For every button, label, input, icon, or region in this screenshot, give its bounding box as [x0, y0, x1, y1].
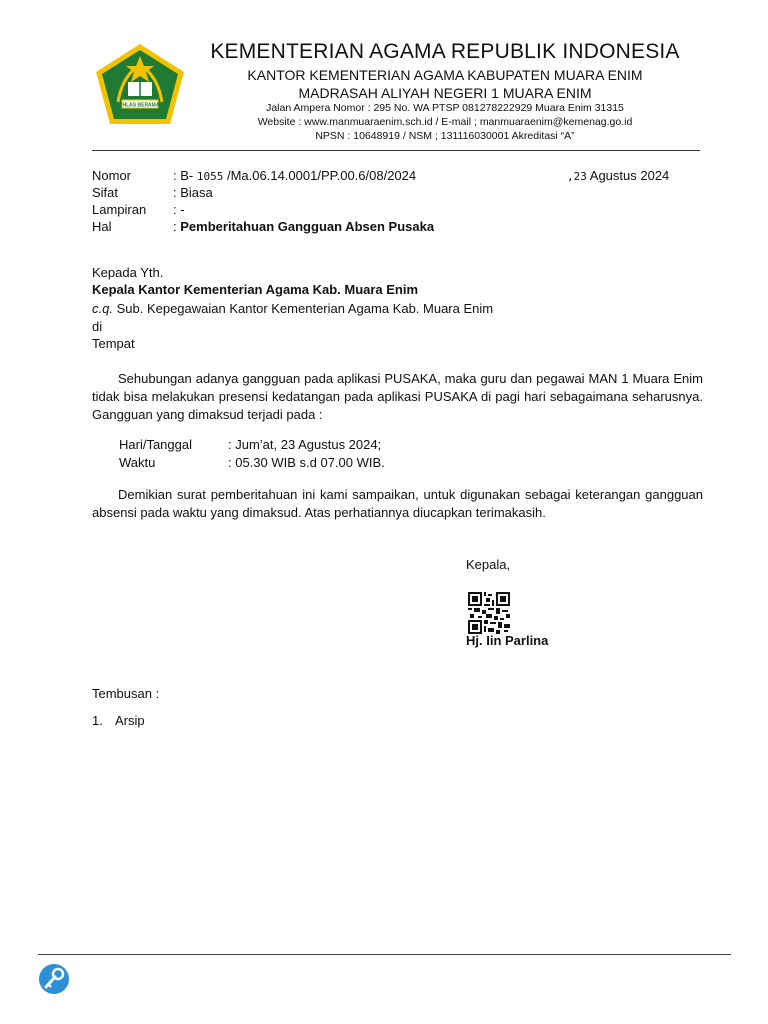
footer-divider [38, 954, 731, 955]
cq-text: Sub. Kepegawaian Kantor Kementerian Agama Kab. Muara Enim [116, 301, 494, 316]
nomor-suffix: /Ma.06.14.0001/PP.00.6/08/2024 [226, 168, 417, 183]
cq-prefix: c.q. [92, 301, 113, 316]
hari-value: : Jum’at, 23 Agustus 2024; [228, 437, 382, 452]
letterhead-website: Website : www.manmuaraenim.sch.id / E-mail ; manmuaraenim@kemenag.go.id [257, 116, 633, 128]
letterhead-ministry: KEMENTERIAN AGAMA REPUBLIK INDONESIA [210, 40, 680, 63]
tembusan-item-number: 1. [92, 713, 103, 728]
tembusan-label: Tembusan : [92, 686, 160, 701]
tembusan-item: Arsip [115, 713, 145, 728]
qr-code-icon [468, 592, 510, 634]
letterhead-npsn: NPSN : 10648919 / NSM ; 131116030001 Akreditasi “A” [315, 130, 575, 142]
date-month-year: Agustus 2024 [589, 168, 670, 183]
letter-date [567, 167, 669, 185]
body-paragraph-2: Demikian surat pemberitahuan ini kami sampaikan, untuk digunakan sebagai keterangan gangguan absensi pada waktu yang dimaksud. Atas perhatiannya diucapkan terimakasih. [92, 487, 703, 520]
letterhead-school: MADRASAH ALIYAH NEGERI 1 MUARA ENIM [298, 85, 592, 101]
sifat-label: Sifat [92, 185, 119, 200]
letterhead-address: Jalan Ampera Nomor : 295 No. WA PTSP 081278222929 Muara Enim 31315 [266, 102, 624, 114]
signature-title: Kepala, [466, 557, 511, 572]
nomor-value [173, 167, 416, 185]
hal-label: Hal [92, 219, 112, 234]
footer-badge-icon [38, 963, 70, 995]
body-paragraph-1: Sehubungan adanya gangguan pada aplikasi PUSAKA, maka guru dan pegawai MAN 1 Muara Enim tidak bisa melakukan presensi kedatangan pada aplikasi PUSAKA di pagi hari sebagaimana seharusnya. Gangguan yang dimaksud terjadi pada : [92, 371, 703, 422]
sifat-value: : Biasa [173, 185, 213, 200]
hari-label: Hari/Tanggal [119, 437, 192, 452]
date-day: ,23 [567, 170, 587, 183]
waktu-label: Waktu [119, 455, 156, 470]
lampiran-label: Lampiran [92, 202, 147, 217]
kemenag-logo-icon [92, 42, 188, 126]
letterhead-divider [92, 150, 700, 151]
letterhead-office: KANTOR KEMENTERIAN AGAMA KABUPATEN MUARA ENIM [247, 67, 643, 83]
signatory-name: Hj. Iin Parlina [466, 633, 549, 648]
recipient-cq [92, 300, 493, 317]
logo-ribbon-text: IKHLAS BERAMAL [117, 102, 163, 109]
recipient-name: Kepala Kantor Kementerian Agama Kab. Muara Enim [92, 282, 419, 297]
hal-colon: : [173, 219, 177, 234]
nomor-label: Nomor [92, 168, 132, 183]
nomor-number: 1055 [196, 170, 224, 183]
recipient-di: di [92, 319, 103, 334]
hal-subject: Pemberitahuan Gangguan Absen Pusaka [180, 219, 435, 234]
nomor-prefix: : B- [173, 168, 194, 183]
waktu-value: : 05.30 WIB s.d 07.00 WIB. [228, 455, 385, 470]
recipient-tempat: Tempat [92, 336, 135, 351]
lampiran-value: : - [173, 202, 185, 217]
hal-value [173, 218, 434, 235]
recipient-greeting: Kepada Yth. [92, 265, 164, 280]
